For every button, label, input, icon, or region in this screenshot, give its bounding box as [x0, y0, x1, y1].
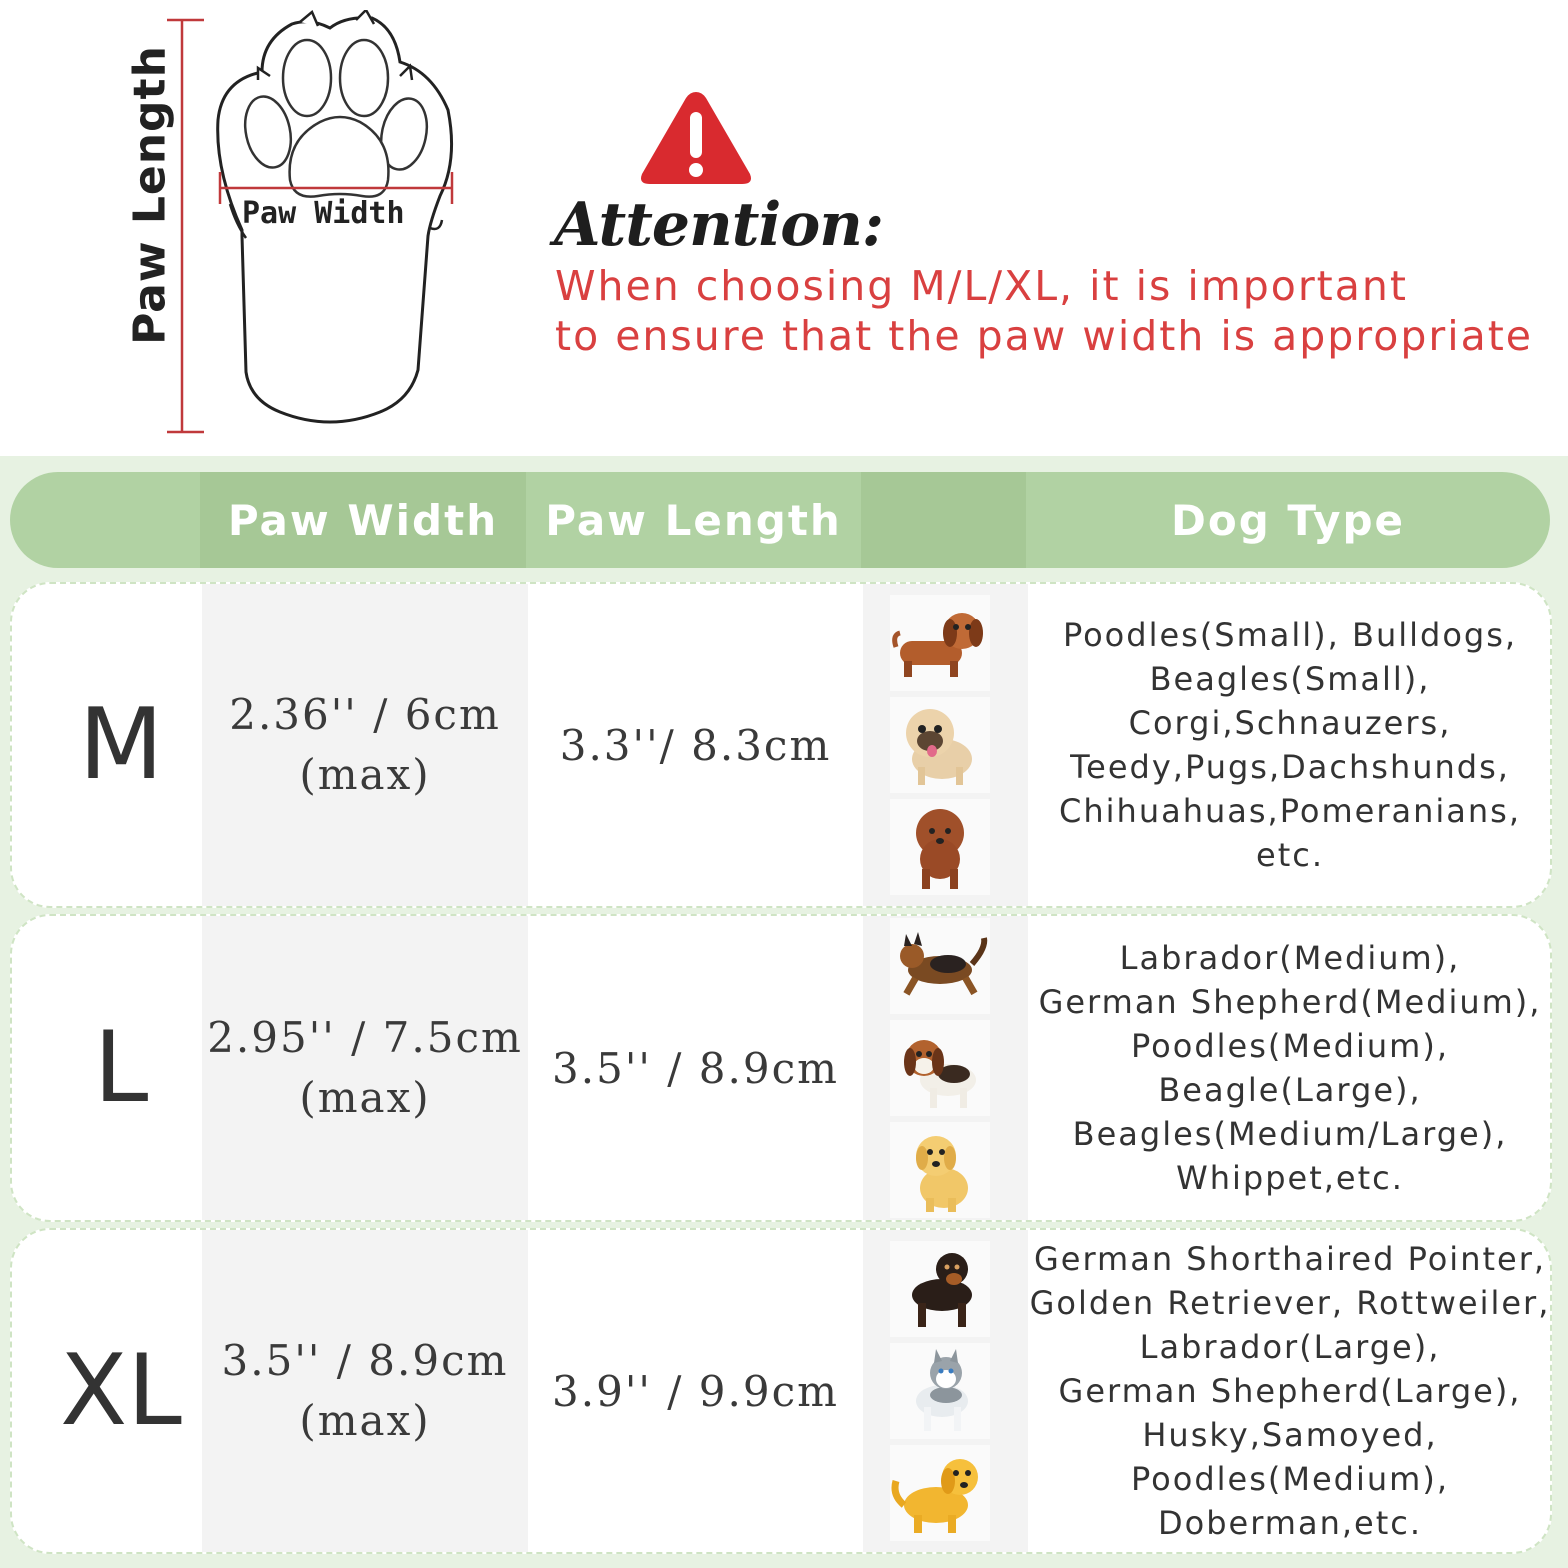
paw-width-value: [202, 1230, 528, 1552]
paw-width-value: [202, 916, 528, 1220]
paw-width-measure: 3.5'' / 8.9cm: [221, 1336, 509, 1385]
dog-images: [890, 584, 994, 906]
paw-length-value: 3.5'' / 8.9cm: [552, 1043, 839, 1093]
dog-type-line: Labrador(Large),: [1139, 1328, 1441, 1366]
rottweiler-icon: [890, 1241, 990, 1337]
dog-type-line: etc.: [1256, 836, 1324, 874]
dog-type-line: Golden Retriever, Rottweiler,: [1029, 1284, 1551, 1322]
paw-width-value: [202, 584, 528, 906]
warning-triangle-icon: [638, 88, 754, 188]
table-row-l: [10, 914, 1552, 1222]
dog-type-list: [1028, 1230, 1552, 1552]
header-dog-type: Dog Type: [1171, 495, 1405, 545]
top-section: [0, 0, 1568, 456]
dog-type-line: Poodles(Medium),: [1131, 1027, 1449, 1065]
dog-type-list: [1028, 584, 1552, 906]
dog-type-line: Husky,Samoyed,: [1142, 1416, 1438, 1454]
dog-type-line: Poodles(Small), Bulldogs,: [1062, 616, 1518, 654]
dog-type-line: Beagles(Medium/Large),: [1072, 1115, 1508, 1153]
table-header: [10, 472, 1550, 568]
husky-icon: [890, 1343, 990, 1439]
dog-type-line: German Shepherd(Medium),: [1038, 983, 1542, 1021]
dog-type-line: Beagle(Large),: [1158, 1071, 1422, 1109]
dog-images: [890, 916, 994, 1220]
paw-width-note: (max): [299, 750, 431, 799]
dog-type-line: Teedy,Pugs,Dachshunds,: [1070, 748, 1510, 786]
paw-length-value: 3.9'' / 9.9cm: [552, 1366, 839, 1416]
attention-title: Attention:: [554, 190, 884, 260]
paw-length-label: Paw Length: [124, 45, 176, 345]
dog-type-list: [1028, 916, 1552, 1220]
dog-images: [890, 1230, 994, 1552]
dog-type-line: Poodles(Medium),: [1131, 1460, 1449, 1498]
size-label: L: [93, 1011, 149, 1125]
dog-type-line: German Shepherd(Large),: [1058, 1372, 1522, 1410]
attention-line-1: When choosing M/L/XL, it is important: [555, 262, 1408, 310]
header-dog-image-cell: [861, 472, 1026, 568]
golden-retriever-icon: [890, 1445, 990, 1541]
pug-icon: [890, 697, 990, 793]
header-size-cell: [10, 472, 200, 568]
paw-width-measure: 2.36'' / 6cm: [229, 690, 501, 739]
german-shepherd-icon: [890, 918, 990, 1014]
labrador-icon: [890, 1122, 990, 1218]
dog-type-line: Chihuahuas,Pomeranians,: [1059, 792, 1521, 830]
dog-type-line: Corgi,Schnauzers,: [1128, 704, 1452, 742]
paw-length-value: 3.3''/ 8.3cm: [559, 720, 832, 770]
header-paw-length: Paw Length: [545, 495, 842, 545]
dog-type-line: Labrador(Medium),: [1119, 939, 1461, 977]
dog-type-line: Beagles(Small),: [1149, 660, 1431, 698]
beagle-icon: [890, 1020, 990, 1116]
dog-type-line: Doberman,etc.: [1157, 1504, 1423, 1542]
paw-width-note: (max): [299, 1073, 431, 1122]
paw-width-note: (max): [299, 1396, 431, 1445]
size-label: XL: [60, 1334, 182, 1448]
dachshund-icon: [890, 595, 990, 691]
table-row-xl: [10, 1228, 1552, 1554]
paw-width-label: Paw Width: [242, 196, 405, 231]
attention-line-2: to ensure that the paw width is appropriate: [555, 312, 1534, 360]
dog-type-line: German Shorthaired Pointer,: [1033, 1240, 1547, 1278]
header-paw-width: Paw Width: [200, 472, 526, 568]
dog-type-line: Whippet,etc.: [1176, 1159, 1404, 1197]
size-label: M: [78, 688, 164, 802]
table-row-m: [10, 582, 1552, 908]
paw-width-measure: 2.95'' / 7.5cm: [207, 1013, 523, 1062]
poodle-icon: [890, 799, 990, 895]
